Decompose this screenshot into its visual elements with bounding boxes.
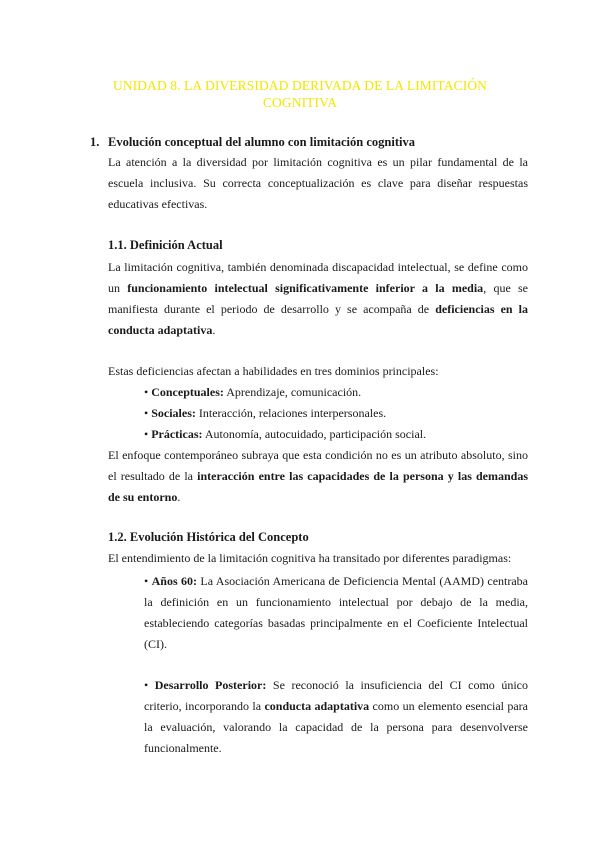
bullet: •	[144, 574, 149, 588]
subsection-heading-definition: 1.1. Definición Actual	[108, 238, 223, 252]
list-item: • Años 60: La Asociación Americana de Deficiencia Mental (AAMD) centraba la definición en un funcionamiento intelectual por debajo de la media, estableciendo categorías basadas principalmente en el Coeficiente Intelectual (CI).	[144, 574, 529, 651]
bullet: •	[144, 427, 149, 441]
bullet: •	[144, 678, 149, 692]
definition-paragraph: La limitación cognitiva, también denominada discapacidad intelectual, se define como un funcionamiento intelectual significativamente inferior a la media, que se manifiesta durante el periodo de desarrollo y se acompaña de deficiencias en la conducta adaptativa.	[108, 260, 529, 337]
list-item: • Prácticas: Autonomía, autocuidado, participación social.	[144, 427, 427, 441]
emphasis: conducta adaptativa	[264, 699, 370, 713]
section-heading-text: Evolución conceptual del alumno con limitación cognitiva	[108, 135, 415, 149]
unit-title: UNIDAD 8. LA DIVERSIDAD DERIVADA DE LA LIMITACIÓN COGNITIVA	[112, 78, 488, 110]
list-item: • Conceptuales: Aprendizaje, comunicación.	[144, 385, 362, 399]
list-item: • Sociales: Interacción, relaciones interpersonales.	[144, 406, 387, 420]
bullet: •	[144, 385, 149, 399]
approach-paragraph: El enfoque contemporáneo subraya que esta condición no es un atributo absoluto, sino el resultado de la interacción entre las capacidades de la persona y las demandas de su entorno.	[108, 448, 528, 504]
section-intro: La atención a la diversidad por limitación cognitiva es un pilar fundamental de la escuela inclusiva. Su correcta conceptualización es clave para diseñar respuestas educativas efectivas.	[108, 155, 528, 211]
emphasis: interacción entre las capacidades de la persona y las demandas de su entorno	[108, 469, 528, 504]
section-number: 1.	[90, 135, 100, 149]
emphasis: deficiencias en la conducta adaptativa	[108, 302, 528, 337]
bullet: •	[144, 406, 149, 420]
history-intro: El entendimiento de la limitación cognitiva ha transitado por diferentes paradigmas:	[108, 551, 512, 565]
subsection-heading-history: 1.2. Evolución Histórica del Concepto	[108, 530, 309, 544]
emphasis: funcionamiento intelectual significativamente inferior a la media	[127, 281, 484, 295]
section-heading	[90, 135, 415, 150]
list-item: • Desarrollo Posterior: Se reconoció la insuficiencia del CI como único criterio, incorporando la conducta adaptativa como un elemento esencial para la evaluación, valorando la capacidad de la persona para desenvolverse funcionalmente.	[144, 678, 529, 755]
domains-intro: Estas deficiencias afectan a habilidades en tres dominios principales:	[108, 364, 439, 378]
